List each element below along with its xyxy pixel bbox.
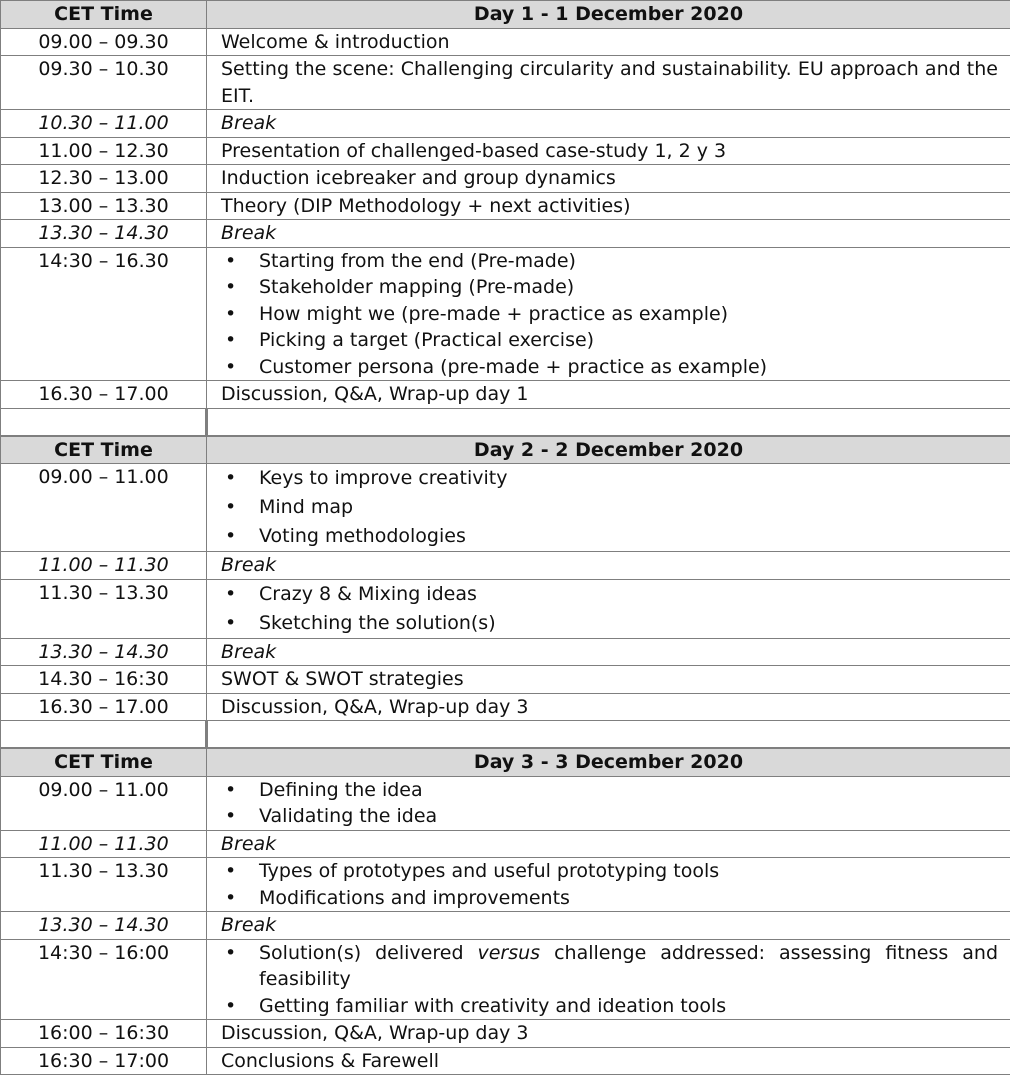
session-time: 11.00 – 11.30: [1, 830, 207, 858]
session-activity: [207, 247, 1010, 381]
session-time: 13.00 – 13.30: [1, 192, 207, 220]
break-row: [1, 110, 1010, 138]
day-1-table: [0, 0, 1010, 436]
activity-item: • Voting methodologies: [221, 522, 998, 551]
session-activity: [207, 464, 1010, 552]
session-row: [1, 939, 1010, 1020]
header-row: [1, 436, 1010, 464]
spacer-cell: [1, 408, 207, 435]
session-activity: Discussion, Q&A, Wrap-up day 3: [207, 693, 1010, 721]
break-label: Break: [207, 638, 1010, 666]
activity-item: • Stakeholder mapping (Pre-made): [221, 274, 998, 301]
session-activity: Presentation of challenged-based case-study 1, 2 y 3: [207, 137, 1010, 165]
emphasis-text: versus: [477, 941, 541, 964]
session-time: 14.30 – 16:30: [1, 666, 207, 694]
session-row: [1, 858, 1010, 912]
session-activity: Conclusions & Farewell: [207, 1047, 1010, 1075]
break-row: [1, 220, 1010, 248]
session-time: 11.00 – 11.30: [1, 552, 207, 580]
session-time: 10.30 – 11.00: [1, 110, 207, 138]
session-row: [1, 464, 1010, 552]
activity-item: • Getting familiar with creativity and ideation tools: [221, 993, 998, 1020]
session-activity: SWOT & SWOT strategies: [207, 666, 1010, 694]
activity-list: [221, 580, 998, 638]
session-row: [1, 381, 1010, 409]
break-row: [1, 912, 1010, 940]
time-column-header: CET Time: [1, 436, 207, 464]
spacer-cell: [207, 408, 1010, 435]
activity-item: • Validating the idea: [221, 803, 998, 830]
session-row: [1, 579, 1010, 638]
header-row: [1, 749, 1010, 777]
session-row: [1, 28, 1010, 56]
session-row: [1, 165, 1010, 193]
header-row: [1, 1, 1010, 29]
session-row: [1, 666, 1010, 694]
break-row: [1, 638, 1010, 666]
session-row: [1, 192, 1010, 220]
activity-item: • Sketching the solution(s): [221, 609, 998, 638]
day-title: Day 3 - 3 December 2020: [207, 749, 1010, 777]
activity-item: • Defining the idea: [221, 777, 998, 804]
activity-list: [221, 777, 998, 830]
session-row: [1, 56, 1010, 110]
break-label: Break: [207, 912, 1010, 940]
session-time: 11.00 – 12.30: [1, 137, 207, 165]
session-activity: Welcome & introduction: [207, 28, 1010, 56]
session-row: [1, 1020, 1010, 1048]
activity-list: [221, 940, 998, 1020]
activity-item: • Customer persona (pre-made + practice as example): [221, 354, 998, 381]
day-2-table: [0, 436, 1010, 749]
session-time: 14:30 – 16:00: [1, 939, 207, 1020]
session-activity: [207, 776, 1010, 830]
session-time: 13.30 – 14.30: [1, 220, 207, 248]
session-time: 09.30 – 10.30: [1, 56, 207, 110]
activity-list: [221, 464, 998, 551]
activity-item: • Modifications and improvements: [221, 885, 998, 912]
session-activity: [207, 579, 1010, 638]
day-title: Day 1 - 1 December 2020: [207, 1, 1010, 29]
break-row: [1, 830, 1010, 858]
session-time: 13.30 – 14.30: [1, 638, 207, 666]
activity-list: [221, 248, 998, 381]
activity-item: • Mind map: [221, 493, 998, 522]
session-time: 09.00 – 11.00: [1, 464, 207, 552]
spacer-cell: [207, 721, 1010, 748]
activity-item: • Keys to improve creativity: [221, 464, 998, 493]
session-time: 13.30 – 14.30: [1, 912, 207, 940]
activity-item: • How might we (pre-made + practice as example): [221, 301, 998, 328]
time-column-header: CET Time: [1, 1, 207, 29]
session-activity: [207, 939, 1010, 1020]
session-activity: Discussion, Q&A, Wrap-up day 1: [207, 381, 1010, 409]
session-row: [1, 137, 1010, 165]
session-activity: [207, 858, 1010, 912]
spacer-cell: [1, 721, 207, 748]
session-time: 16.30 – 17.00: [1, 381, 207, 409]
session-time: 09.00 – 11.00: [1, 776, 207, 830]
session-time: 16:00 – 16:30: [1, 1020, 207, 1048]
session-activity: Theory (DIP Methodology + next activities): [207, 192, 1010, 220]
session-time: 11.30 – 13.30: [1, 858, 207, 912]
session-time: 16.30 – 17.00: [1, 693, 207, 721]
activity-item: • Solution(s) delivered versus challenge addressed: assessing fitness and feasibility: [221, 940, 998, 993]
activity-item: • Types of prototypes and useful prototyping tools: [221, 858, 998, 885]
session-activity: Setting the scene: Challenging circularity and sustainability. EU approach and the EIT.: [207, 56, 1010, 110]
activity-list: [221, 858, 998, 911]
spacer-row: [1, 408, 1010, 435]
activity-item: • Picking a target (Practical exercise): [221, 327, 998, 354]
break-label: Break: [207, 552, 1010, 580]
session-row: [1, 693, 1010, 721]
session-activity: Induction icebreaker and group dynamics: [207, 165, 1010, 193]
break-label: Break: [207, 220, 1010, 248]
break-label: Break: [207, 110, 1010, 138]
session-time: 12.30 – 13.00: [1, 165, 207, 193]
activity-item: • Starting from the end (Pre-made): [221, 248, 998, 275]
session-time: 14:30 – 16.30: [1, 247, 207, 381]
session-time: 16:30 – 17:00: [1, 1047, 207, 1075]
session-time: 09.00 – 09.30: [1, 28, 207, 56]
break-row: [1, 552, 1010, 580]
session-row: [1, 247, 1010, 381]
session-activity: Discussion, Q&A, Wrap-up day 3: [207, 1020, 1010, 1048]
spacer-row: [1, 721, 1010, 748]
session-row: [1, 776, 1010, 830]
break-label: Break: [207, 830, 1010, 858]
day-title: Day 2 - 2 December 2020: [207, 436, 1010, 464]
session-row: [1, 1047, 1010, 1075]
activity-item: • Crazy 8 & Mixing ideas: [221, 580, 998, 609]
session-time: 11.30 – 13.30: [1, 579, 207, 638]
time-column-header: CET Time: [1, 749, 207, 777]
day-3-table: [0, 748, 1010, 1075]
